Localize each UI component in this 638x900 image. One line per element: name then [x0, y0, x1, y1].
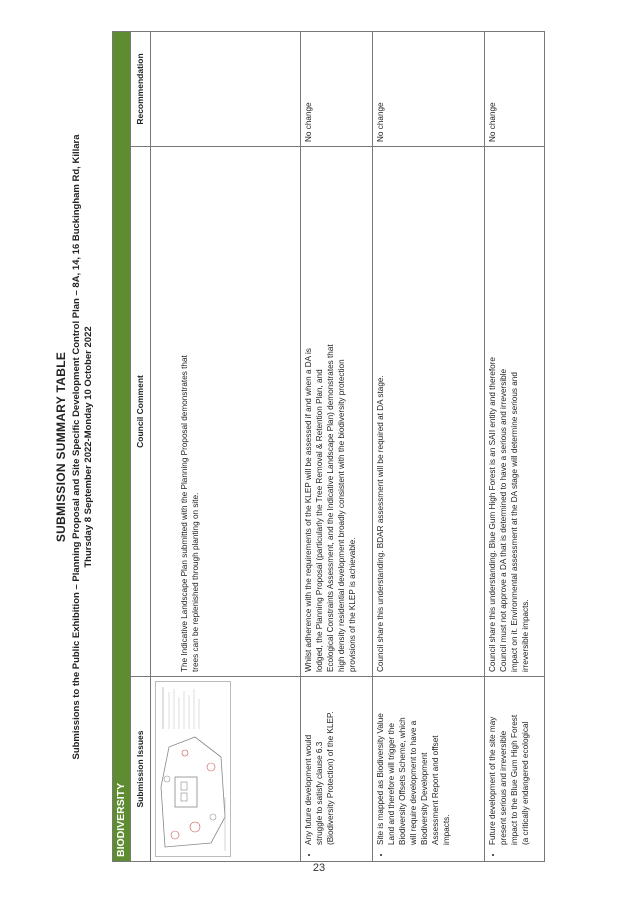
issue-line: • Future development of the site may [488, 716, 497, 845]
rotated-page [52, 32, 582, 862]
comment-line: Ecological Constraints Assessment, and the Indicative Landscape Plan) demonstrates that [326, 344, 335, 672]
issue-cell [301, 677, 373, 862]
document-header [52, 32, 114, 862]
column-header-recommendation: Recommendation [131, 32, 151, 147]
comment-line: The Indicative Landscape Plan submitted with the Planning Proposal demonstrates that [180, 355, 189, 672]
section-band [113, 32, 131, 862]
issue-line: Biodiversity Development [420, 752, 429, 845]
issue-bullet [487, 681, 531, 845]
comment-cell [301, 147, 373, 677]
issue-line: impacts. [442, 814, 451, 845]
issue-bullet [303, 681, 336, 845]
issue-line: (Biodiversity Protection) of the KLEP. [326, 711, 335, 845]
comment-line: lodged, the Planning Proposal (particularly the Tree Removal & Retention Plan, and [315, 369, 324, 672]
comment-line: high density residential development broadly consistent with the biodiversity protection [337, 359, 346, 672]
issue-line: • Any future development would [304, 734, 313, 845]
issue-cell [151, 677, 301, 862]
column-header-issues: Submission Issues [131, 677, 151, 862]
recommendation-cell: No change [485, 32, 545, 147]
document-dates: Thursday 8 September 2022-Monday 10 October 2022 [83, 326, 94, 568]
recommendation-cell: No change [373, 32, 485, 147]
issue-line: Assessment Report and offset [431, 735, 440, 845]
table-row [151, 32, 301, 862]
submission-table [112, 31, 545, 862]
issue-line: Biodiversity Offsets Scheme, which [398, 717, 407, 845]
comment-line: Council share this understanding. Blue Gum High Forest is an SAII entity and therefore [488, 357, 497, 672]
comment-line: provisions of the KLEP is achievable. [348, 537, 357, 672]
issue-cell [485, 677, 545, 862]
issue-line: • Site is mapped as Biodiversity Value [376, 713, 385, 845]
comment-cell [485, 147, 545, 677]
comment-line: trees can be replenished through planting on site. [191, 492, 200, 672]
issue-line: (a critically endangered ecological [521, 721, 530, 845]
table-header-row [131, 32, 151, 862]
section-title: BIODIVERSITY [113, 32, 131, 862]
comment-line: Whilst adherence with the requirements of the KLEP will be assessed if and when a DA is [304, 348, 313, 672]
issue-line: impact to the Blue Gum High Forest [510, 714, 519, 845]
document-title: SUBMISSION SUMMARY TABLE [54, 351, 68, 543]
issue-line: will require development to have a [409, 720, 418, 845]
comment-cell [151, 147, 301, 677]
recommendation-cell [151, 32, 301, 147]
issue-line: struggle to satisfy clause 6.3 [315, 741, 324, 845]
document-subtitle: Submissions to the Public Exhibition – Planning Proposal and Site Specific Development Control Plan – 8A, 14, 16 Buckingham Rd, Killara [71, 134, 82, 760]
table-row [485, 32, 545, 862]
comment-line: impact on it. Environmental assessment at the DA stage will determine serious and [510, 372, 519, 672]
column-header-comment: Council Comment [131, 147, 151, 677]
landscape-plan-figure [155, 681, 231, 857]
issue-bullet [375, 681, 452, 845]
comment-line: Council must not approve a DA that is determined to have a serious and irreversible [499, 368, 508, 672]
issue-line: present serious and irreversible [499, 730, 508, 845]
table-row [373, 32, 485, 862]
comment-cell [373, 147, 485, 677]
page-number: 23 [312, 862, 326, 874]
issue-cell [373, 677, 485, 862]
comment-line: irreversible impacts. [521, 599, 530, 672]
comment-line: Council share this understanding. BDAR assessment will be required at DA stage. [376, 375, 385, 672]
issue-line: Land and therefore will trigger the [387, 723, 396, 845]
recommendation-cell: No change [301, 32, 373, 147]
table-row [301, 32, 373, 862]
